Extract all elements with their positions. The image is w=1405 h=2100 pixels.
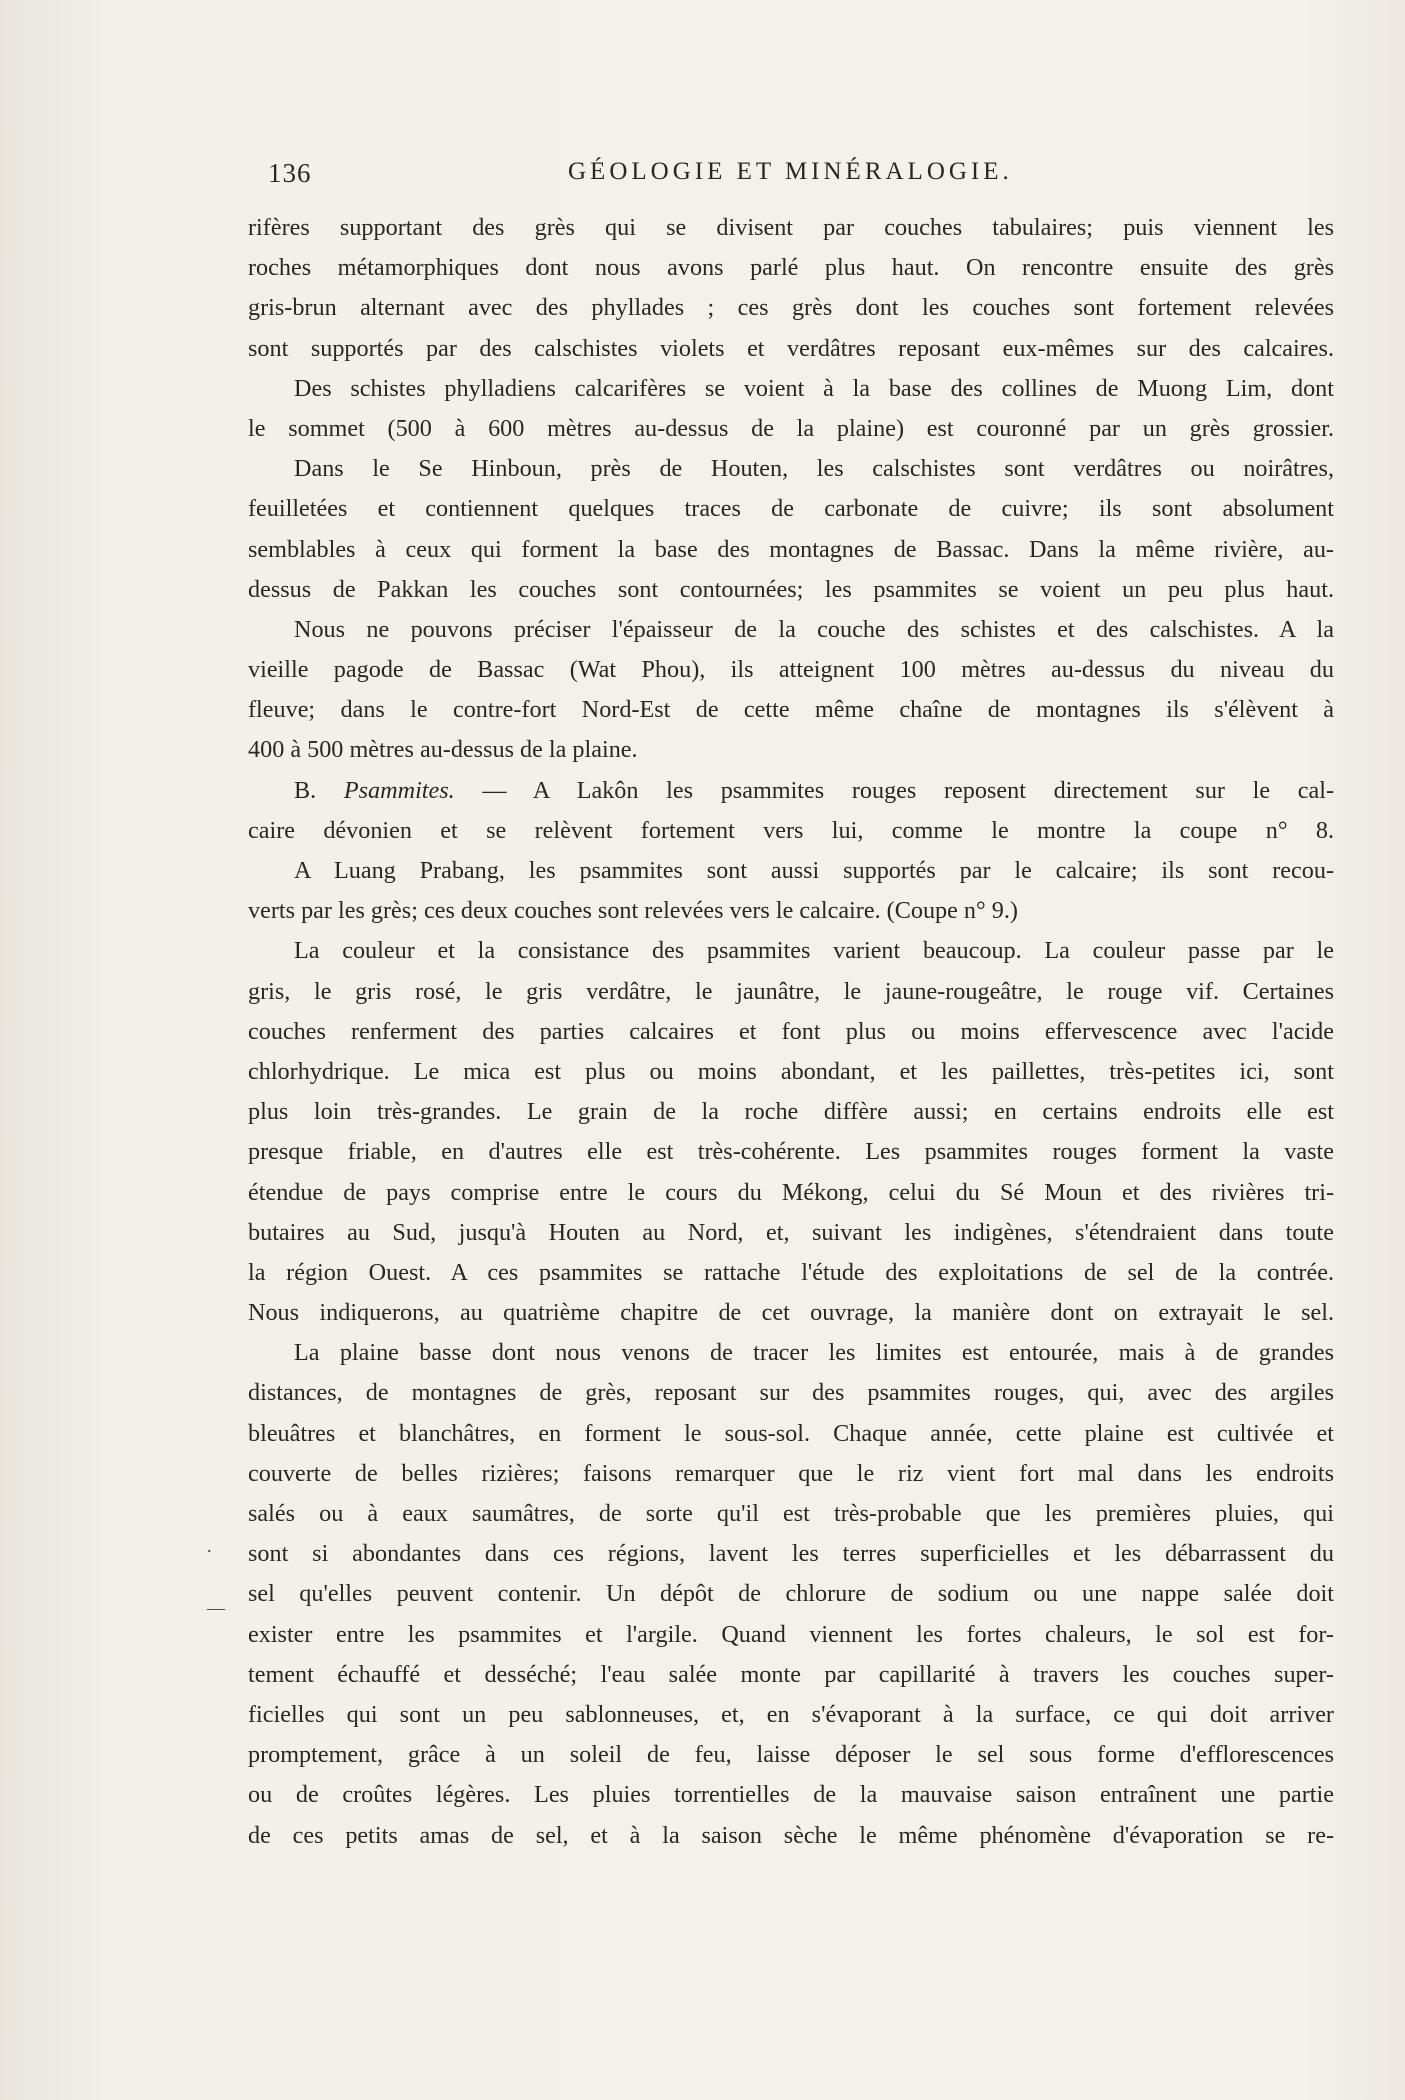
- text-line: ficielles qui sont un peu sablonneuses, et, en s'évaporant à la surface, ce qui doit arriver: [248, 1700, 1334, 1728]
- text-line: Nous indiquerons, au quatrième chapitre de cet ouvrage, la manière dont on extrayait le sel.: [248, 1299, 1334, 1327]
- text-line: étendue de pays comprise entre le cours du Mékong, celui du Sé Moun et des rivières tri-: [248, 1178, 1334, 1206]
- text-line: presque friable, en d'autres elle est très-cohérente. Les psammites rouges forment la vaste: [248, 1138, 1334, 1166]
- text-line: dessus de Pakkan les couches sont contournées; les psammites se voient un peu plus haut.: [248, 575, 1334, 603]
- text-line: verts par les grès; ces deux couches sont relevées vers le calcaire. (Coupe n° 9.): [248, 897, 1018, 925]
- text-line: couches renferment des parties calcaires et font plus ou moins effervescence avec l'acide: [248, 1017, 1334, 1045]
- text-line: vieille pagode de Bassac (Wat Phou), ils atteignent 100 mètres au-dessus du niveau du: [248, 656, 1334, 684]
- text-line: Des schistes phylladiens calcarifères se voient à la base des collines de Muong Lim, dont: [294, 374, 1334, 402]
- text-line: distances, de montagnes de grès, reposant sur des psammites rouges, qui, avec des argiles: [248, 1379, 1334, 1407]
- text-line: 400 à 500 mètres au-dessus de la plaine.: [248, 736, 638, 764]
- text-line: de ces petits amas de sel, et à la saison sèche le même phénomène d'évaporation se re-: [248, 1821, 1334, 1849]
- text-line: promptement, grâce à un soleil de feu, laisse déposer le sel sous forme d'efflorescences: [248, 1741, 1334, 1769]
- text-line: Dans le Se Hinboun, près de Houten, les calschistes sont verdâtres ou noirâtres,: [294, 455, 1334, 483]
- section-label: B.: [294, 776, 344, 804]
- text-line: A Luang Prabang, les psammites sont aussi supportés par le calcaire; ils sont recou-: [294, 857, 1334, 884]
- text-line: [248, 771, 1334, 811]
- text-line: ou de croûtes légères. Les pluies torrentielles de la mauvaise saison entraînent une partie: [248, 1781, 1334, 1809]
- text-line: gris-brun alternant avec des phyllades ; ces grès dont les couches sont fortement relevées: [248, 294, 1334, 322]
- text-line: feuilletées et contiennent quelques traces de carbonate de cuivre; ils sont absolument: [248, 495, 1334, 523]
- text-line: bleuâtres et blanchâtres, en forment le sous-sol. Chaque année, cette plaine est cultivée et: [248, 1419, 1334, 1447]
- text-line: caire dévonien et se relèvent fortement vers lui, comme le montre la coupe n° 8.: [248, 816, 1334, 844]
- text-line: La plaine basse dont nous venons de tracer les limites est entourée, mais à de grandes: [294, 1339, 1334, 1367]
- section-title: Psammites.: [343, 776, 455, 804]
- text-line: tement échauffé et desséché; l'eau salée monte par capillarité à travers les couches super-: [248, 1660, 1334, 1688]
- text-line: plus loin très-grandes. Le grain de la roche diffère aussi; en certains endroits elle est: [248, 1098, 1334, 1126]
- text-line: gris, le gris rosé, le gris verdâtre, le jaunâtre, le jaune-rougeâtre, le rouge vif. Certaines: [248, 977, 1334, 1005]
- text-line: sont si abondantes dans ces régions, lavent les terres superficielles et les débarrassent du: [248, 1540, 1334, 1568]
- text-line: rifères supportant des grès qui se divisent par couches tabulaires; puis viennent les: [248, 214, 1334, 241]
- text-line: sont supportés par des calschistes violets et verdâtres reposant eux-mêmes sur des calcaires.: [248, 334, 1334, 362]
- text-line: Nous ne pouvons préciser l'épaisseur de la couche des schistes et des calschistes. A la: [294, 615, 1334, 643]
- margin-dash: —: [207, 1598, 225, 1618]
- margin-dot: .: [207, 1536, 212, 1556]
- text-line: couverte de belles rizières; faisons remarquer que le riz vient fort mal dans les endroits: [248, 1459, 1334, 1487]
- text-line: chlorhydrique. Le mica est plus ou moins abondant, et les paillettes, très-petites ici, sont: [248, 1057, 1334, 1085]
- text-line: roches métamorphiques dont nous avons parlé plus haut. On rencontre ensuite des grès: [248, 254, 1334, 282]
- text-line: la région Ouest. A ces psammites se rattache l'étude des exploitations de sel de la contrée.: [248, 1258, 1334, 1286]
- running-title: GÉOLOGIE ET MINÉRALOGIE.: [568, 158, 1013, 185]
- body-text: [248, 208, 1334, 1856]
- text-line: butaires au Sud, jusqu'à Houten au Nord, et, suivant les indigènes, s'étendraient dans toute: [248, 1218, 1334, 1246]
- text-line: le sommet (500 à 600 mètres au-dessus de la plaine) est couronné par un grès grossier.: [248, 414, 1334, 442]
- text-line: La couleur et la consistance des psammites varient beaucoup. La couleur passe par le: [294, 937, 1334, 965]
- running-header: [268, 158, 1038, 194]
- text-line: sel qu'elles peuvent contenir. Un dépôt de chlorure de sodium ou une nappe salée doit: [248, 1580, 1334, 1608]
- text-line: fleuve; dans le contre-fort Nord-Est de cette même chaîne de montagnes ils s'élèvent à: [248, 696, 1334, 724]
- text-line: exister entre les psammites et l'argile. Quand viennent les fortes chaleurs, le sol est for-: [248, 1620, 1334, 1648]
- section-text: — A Lakôn les psammites rouges reposent directement sur le cal-: [454, 776, 1334, 804]
- text-line: semblables à ceux qui forment la base des montagnes de Bassac. Dans la même rivière, au-: [248, 535, 1334, 563]
- text-line: salés ou à eaux saumâtres, de sorte qu'il est très-probable que les premières pluies, qui: [248, 1500, 1334, 1527]
- page-number: 136: [268, 158, 312, 188]
